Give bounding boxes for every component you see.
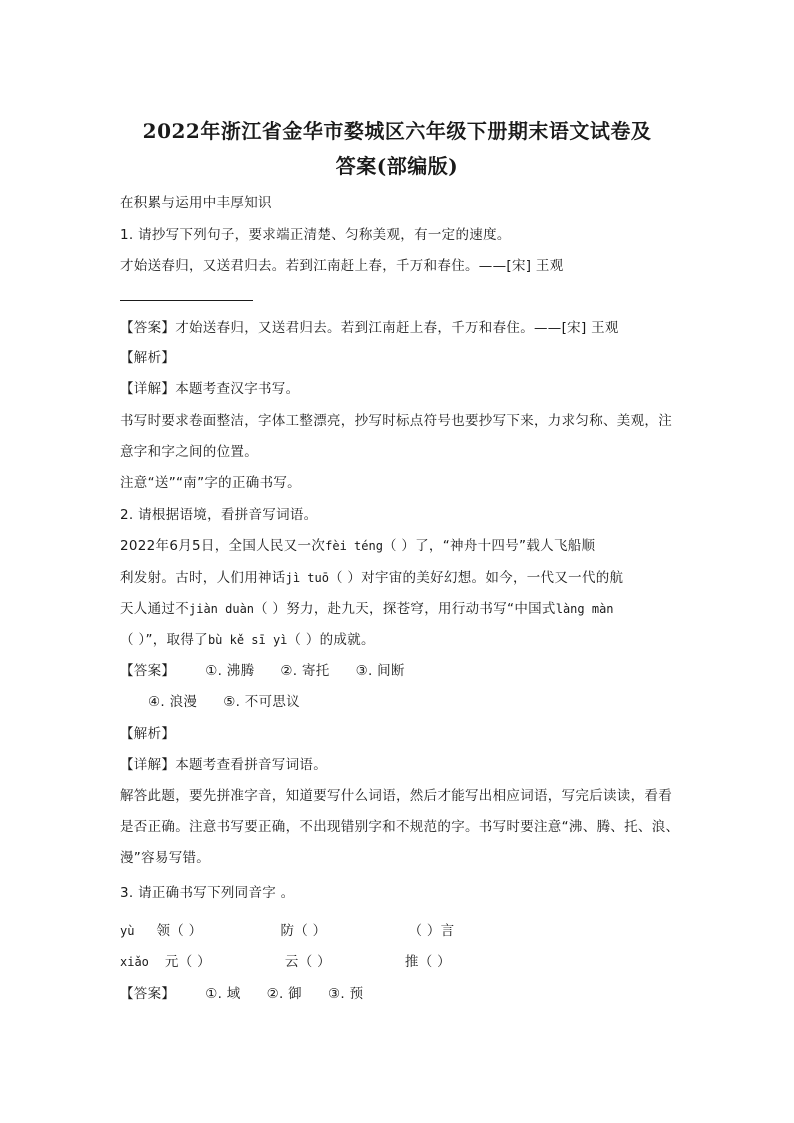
q2-text: 天人通过不 [120, 601, 189, 617]
q3-answer-item: ③. 预 [327, 986, 364, 1002]
pinyin-feiteng: fèi téng [325, 539, 383, 553]
document-title-line-2: 答案(部编版) [335, 154, 459, 178]
q2-detail: 【详解】本题考查看拼音写词语。 [120, 757, 327, 773]
pinyin-langman: làng màn [555, 602, 614, 616]
q2-answer-item: ④. 浪漫 [148, 694, 198, 710]
q1-note: 注意“送”“南”字的正确书写。 [120, 475, 301, 491]
q2-explain-3: 漫”容易写错。 [120, 850, 211, 866]
document-title-line-1: 2022年浙江省金华市婺城区六年级下册期末语文试卷及 [142, 119, 652, 143]
q1-prompt: 1. 请抄写下列句子，要求端正清楚、匀称美观，有一定的速度。 [120, 227, 511, 243]
q2-text: （ ）的成就。 [287, 632, 375, 648]
q2-passage-line-4 [120, 631, 375, 649]
q3-item: 防（ ） [280, 923, 327, 939]
q2-passage-line-1 [120, 537, 595, 555]
q2-answer-item: ③. 间断 [355, 663, 405, 679]
q3-prompt: 3. 请正确书写下列同音字 。 [120, 885, 295, 901]
q3-item: 领（ ） [156, 923, 203, 939]
pinyin-yu: yù [120, 924, 135, 938]
q2-text: （ ）了，“神舟十四号”载人飞船顺 [382, 538, 596, 554]
pinyin-jianduan: jiàn duàn [189, 602, 255, 616]
pinyin-jituo: jì tuō [285, 571, 329, 585]
q2-text: 利发射。古时，人们用神话 [120, 570, 286, 586]
q2-answer-row-1 [120, 662, 405, 680]
q3-answer-item: ②. 御 [266, 986, 302, 1002]
q2-passage-line-2 [120, 569, 623, 587]
pinyin-bukesiyi: bù kě sī yì [207, 633, 288, 647]
q1-explain-2: 意字和字之间的位置。 [120, 444, 258, 460]
q2-explain-2: 是否正确。注意书写要正确，不出现错别字和不规范的字。书写时要注意“沸、腾、托、浪、 [120, 819, 680, 835]
q3-item: （ ）言 [408, 923, 455, 939]
q1-explain-1: 书写时要求卷面整洁，字体工整漂亮，抄写时标点符号也要抄写下来，力求匀称、美观，注 [120, 413, 672, 429]
q2-passage-line-3 [120, 600, 614, 618]
q2-text: （ ）对宇宙的美好幻想。如今，一代又一代的航 [328, 570, 624, 586]
q3-item: 元（ ） [164, 954, 211, 970]
q2-answer-item: ①. 沸腾 [205, 663, 255, 679]
q1-answer-line [120, 300, 253, 301]
q2-answer-row-2 [148, 693, 300, 711]
q2-analysis-label: 【解析】 [120, 726, 176, 742]
q2-text: （ ）努力，赴九天，探苍穹，用行动书写“中国式 [254, 601, 556, 617]
q3-row-2 [120, 953, 451, 971]
q2-explain-1: 解答此题，要先拼准字音，知道要写什么词语，然后才能写出相应词语，写完后读读，看看 [120, 788, 672, 804]
q3-answer-item: ①. 域 [205, 986, 241, 1002]
q1-answer: 【答案】才始送春归，又送君归去。若到江南赶上春，千万和春住。——[宋] 王观 [120, 320, 619, 336]
q3-answer-row [120, 985, 363, 1003]
q2-answer-item: ⑤. 不可思议 [223, 694, 300, 710]
pinyin-xiao: xiǎo [120, 955, 149, 969]
q2-text: （ ）”，取得了 [120, 632, 208, 648]
q2-answer-label: 【答案】 [120, 663, 176, 679]
q1-sentence: 才始送春归，又送君归去。若到江南赶上春，千万和春住。——[宋] 王观 [120, 258, 564, 274]
q3-row-1 [120, 922, 454, 940]
q3-item: 云（ ） [284, 954, 331, 970]
q2-prompt: 2. 请根据语境，看拼音写词语。 [120, 507, 318, 523]
q2-text: 2022年6月5日，全国人民又一次 [120, 538, 326, 554]
q3-item: 推（ ） [404, 954, 451, 970]
q2-answer-item: ②. 寄托 [280, 663, 330, 679]
section-heading: 在积累与运用中丰厚知识 [120, 195, 272, 211]
q1-analysis-label: 【解析】 [120, 350, 176, 366]
q3-answer-label: 【答案】 [120, 986, 176, 1002]
q1-detail: 【详解】本题考查汉字书写。 [120, 381, 300, 397]
